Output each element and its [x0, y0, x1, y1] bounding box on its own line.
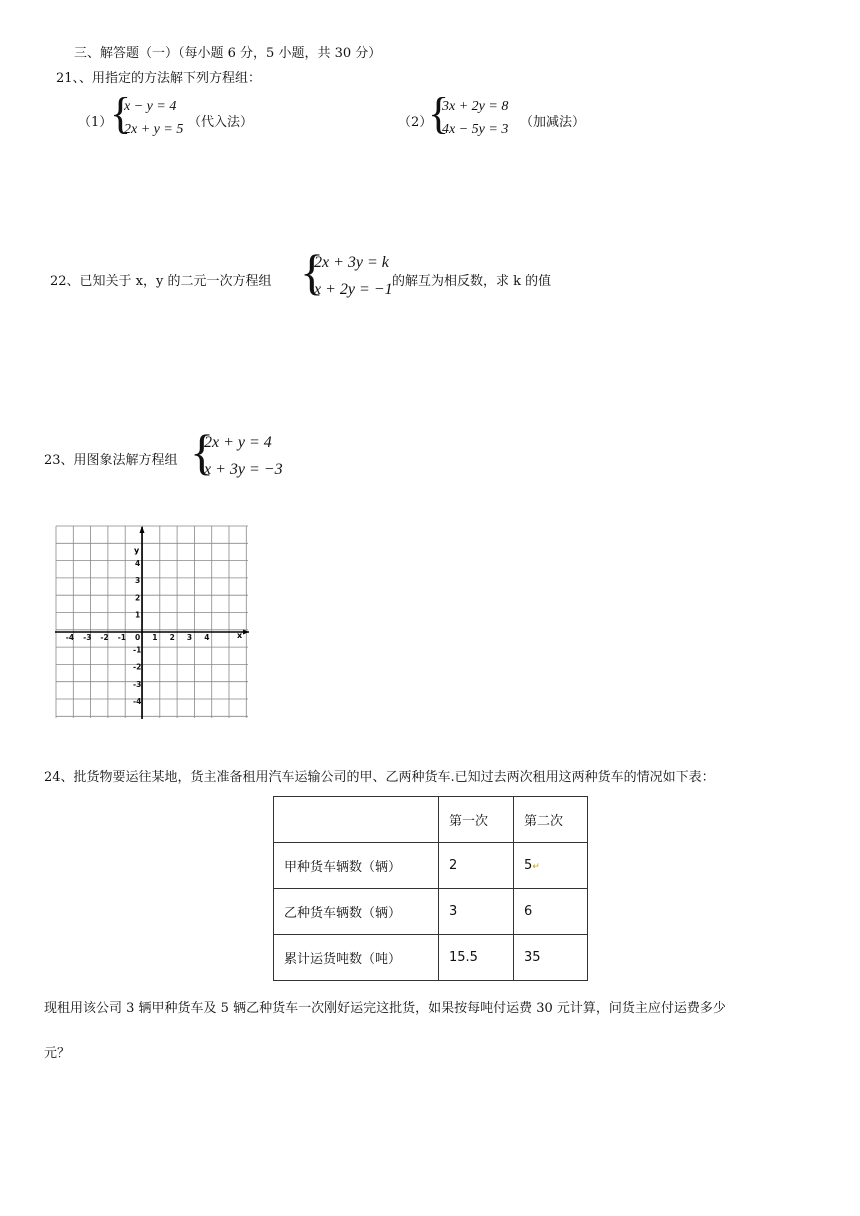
- q21-part1-method: （代入法）: [188, 115, 254, 130]
- x-tick-label: -2: [100, 633, 109, 642]
- x-tick-label: 1: [152, 633, 158, 642]
- q22-eq1: 2x + 3y = k: [314, 254, 389, 271]
- y-tick-label: 1: [135, 610, 141, 620]
- brace-icon: {: [428, 89, 450, 138]
- q22-system: [300, 244, 393, 307]
- q24-question-line2: 元？: [44, 1046, 71, 1061]
- x-tick-label: 0: [135, 633, 141, 642]
- table-header-cell: 第二次: [514, 797, 588, 843]
- table-cell: 2: [439, 843, 514, 889]
- q22-prompt-before: 22、已知关于 x，y 的二元一次方程组: [50, 274, 272, 289]
- q21-part2-eq1: 3x + 2y = 8: [442, 99, 509, 114]
- coordinate-grid: [55, 525, 249, 719]
- table-cell: [514, 843, 588, 889]
- q21-part2-system: [428, 89, 528, 146]
- x-axis-label: x: [237, 631, 243, 640]
- q24-prompt: 24、批货物要运往某地，货主准备租用汽车运输公司的甲、乙两种货车.已知过去两次租用这两种货车的情况如下表：: [44, 770, 715, 785]
- y-tick-label: 4: [135, 558, 141, 568]
- x-tick-label: 4: [204, 633, 210, 642]
- table-cell: 累计运货吨数（吨）: [274, 935, 439, 981]
- y-axis-arrow-icon: [140, 526, 145, 533]
- q21-part2-method: （加减法）: [520, 115, 586, 130]
- q23-eq2: x + 3y = −3: [204, 461, 283, 478]
- table-cell: 6: [514, 889, 588, 935]
- edit-mark-icon: ↵: [532, 862, 540, 872]
- table-header-row: [274, 797, 588, 843]
- y-tick-label: 3: [135, 576, 141, 586]
- q23-prompt: 23、用图象法解方程组: [44, 453, 178, 468]
- section-heading: 三、解答题（一）（每小题 6 分，5 小题，共 30 分）: [74, 46, 382, 61]
- table-header-cell: 第一次: [439, 797, 514, 843]
- table-row: [274, 843, 588, 889]
- table-cell: 35: [514, 935, 588, 981]
- table-cell: 3: [439, 889, 514, 935]
- q23-eq1: 2x + y = 4: [204, 434, 272, 451]
- y-tick-label: -1: [133, 645, 142, 655]
- table-cell: 乙种货车辆数（辆）: [274, 889, 439, 935]
- table-row: [274, 889, 588, 935]
- q23-system: [190, 424, 290, 487]
- q21-part1-system: [110, 89, 200, 146]
- x-tick-label: -1: [117, 633, 127, 642]
- brace-icon: {: [300, 244, 324, 300]
- truck-table: [273, 796, 588, 981]
- y-tick-label: -4: [133, 697, 142, 707]
- x-tick-label: -3: [83, 633, 92, 642]
- y-axis-label: y: [134, 546, 140, 555]
- table-cell-value: 5: [524, 858, 533, 873]
- q21-prompt: 21、、用指定的方法解下列方程组：: [56, 71, 262, 86]
- x-tick-label: 3: [186, 633, 193, 642]
- table-header-cell: [274, 797, 439, 843]
- table-row: [274, 935, 588, 981]
- y-tick-label: 2: [135, 593, 141, 603]
- q21-part2-eq2: 4x − 5y = 3: [442, 122, 509, 137]
- table-cell: 甲种货车辆数（辆）: [274, 843, 439, 889]
- q21-part1-eq2: 2x + y = 5: [124, 122, 184, 137]
- q21-part2-label: （2）: [398, 115, 433, 130]
- table-cell: 15.5: [439, 935, 514, 981]
- y-tick-label: -2: [133, 662, 142, 672]
- q22-eq2: x + 2y = −1: [314, 281, 393, 298]
- brace-icon: {: [190, 424, 214, 480]
- brace-icon: {: [110, 89, 132, 138]
- y-tick-label: -3: [133, 679, 142, 689]
- q22-prompt-after: 的解互为相反数，求 k 的值: [392, 274, 552, 289]
- q21-part1-eq1: x − y = 4: [124, 99, 177, 114]
- q21-part1-label: （1）: [78, 115, 113, 130]
- x-tick-label: 2: [169, 633, 175, 642]
- x-tick-label: -4: [65, 633, 75, 642]
- q24-question-line1: 现租用该公司 3 辆甲种货车及 5 辆乙种货车一次刚好运完这批货，如果按每吨付运费 30 元计算，问货主应付运费多少: [44, 1001, 726, 1016]
